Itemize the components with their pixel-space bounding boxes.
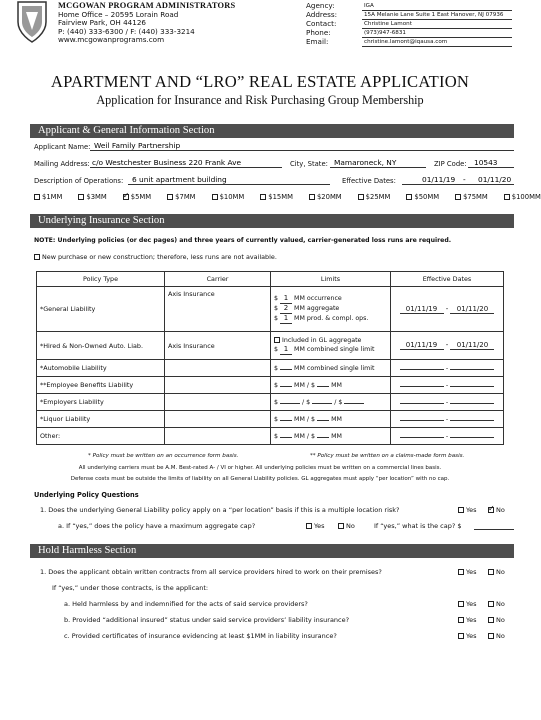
limit-option[interactable]: $20MM: [309, 193, 342, 201]
page-title: APARTMENT AND “LRO” REAL ESTATE APPLICATION: [50, 72, 470, 91]
dates-cell: -: [391, 360, 504, 377]
limits-cell: $ 1 MM occurrence $ 2 MM aggregate $ 1 MM prod. & compl. ops.: [271, 287, 391, 332]
limit-amount-field[interactable]: 1: [280, 294, 292, 304]
shield-logo-icon: [16, 0, 48, 44]
agency-block: [306, 2, 512, 47]
table-row: [37, 332, 504, 360]
applicant-name-field[interactable]: Weil Family Partnership: [94, 141, 181, 150]
new-purchase-label: New purchase or new construction; therefore, less runs are not available.: [42, 253, 277, 261]
limit-amount-field[interactable]: 1: [280, 345, 292, 355]
carrier-rating-note: All underlying carriers must be A.M. Best-rated A- / VI or higher. All underlying policies must be written on a commercial lines basis.: [78, 465, 442, 471]
date-to-field[interactable]: [450, 420, 494, 421]
table-row: [37, 360, 504, 377]
operations-label: Description of Operations:: [34, 177, 124, 185]
dates-cell: -: [391, 428, 504, 445]
city-state-label: City, State:: [290, 160, 328, 168]
email-label: Email:: [306, 37, 329, 46]
policy-type-cell: *Liquor Liability: [37, 411, 165, 428]
question-aggregate-cap: a. If “yes,” does the policy have a maximum aggregate cap?: [58, 522, 256, 530]
contact-field[interactable]: Christine Lamont: [362, 20, 512, 29]
table-row: [37, 394, 504, 411]
limit-option[interactable]: $25MM: [358, 193, 391, 201]
limits-cell: $ MM / $ MM: [271, 411, 391, 428]
limits-cell: $ / $ / $: [271, 394, 391, 411]
held-harmless-no[interactable]: No: [488, 600, 505, 608]
table-row: [37, 287, 504, 332]
policy-type-cell: *General Liability: [37, 287, 165, 332]
col-policy-type: Policy Type: [37, 272, 165, 287]
defense-costs-note: Defense costs must be outside the limits of liability on all General Liability policies. GL aggregates must apply “per location” with no cap.: [70, 476, 450, 482]
cap-no[interactable]: No: [338, 522, 355, 530]
company-phone-fax: P: (440) 333-6300 / F: (440) 333-3214: [58, 26, 195, 36]
col-effective-dates: Effective Dates: [391, 272, 504, 287]
date-to-field[interactable]: 01/11/20: [450, 305, 494, 314]
limit-option-selected[interactable]: ✓ $5MM: [123, 193, 151, 201]
held-harmless-yes[interactable]: Yes: [458, 600, 477, 608]
carrier-field[interactable]: [165, 428, 271, 445]
limit-amount-field[interactable]: [317, 420, 329, 421]
contracts-subheading: If “yes,” under those contracts, is the applicant:: [52, 584, 209, 592]
table-row: [37, 428, 504, 445]
dates-cell: -: [391, 394, 504, 411]
limit-amount-field[interactable]: [280, 369, 292, 370]
date-from-field[interactable]: [400, 420, 444, 421]
policy-type-cell: **Employee Benefits Liability: [37, 377, 165, 394]
underlying-table: [36, 271, 504, 445]
date-to-field[interactable]: [450, 386, 494, 387]
limit-amount-field[interactable]: [280, 437, 292, 438]
limit-option[interactable]: $75MM: [455, 193, 488, 201]
limit-option[interactable]: $7MM: [167, 193, 195, 201]
carrier-field[interactable]: Axis Insurance: [165, 332, 271, 360]
limit-amount-field[interactable]: 2: [280, 304, 292, 314]
limit-amount-field[interactable]: [317, 386, 329, 387]
effective-to-field[interactable]: 01/11/20: [478, 175, 512, 184]
carrier-field[interactable]: [165, 394, 271, 411]
policy-type-cell: *Automobile Liability: [37, 360, 165, 377]
cap-amount-field[interactable]: [474, 529, 514, 530]
limit-option[interactable]: $15MM: [260, 193, 293, 201]
limit-option[interactable]: $1MM: [34, 193, 62, 201]
city-state-field[interactable]: Mamaroneck, NY: [334, 158, 397, 167]
question-held-harmless: a. Held harmless by and indemnified for the acts of said service providers?: [64, 600, 308, 608]
additional-insured-yes[interactable]: Yes: [458, 616, 477, 624]
dates-cell: 01/11/19 - 01/11/20: [391, 287, 504, 332]
applicant-section-header: Applicant & General Information Section: [30, 124, 514, 138]
company-block: [58, 2, 235, 45]
date-to-field[interactable]: 01/11/20: [450, 341, 494, 350]
contact-label: Contact:: [306, 19, 337, 28]
limit-amount-field[interactable]: [280, 420, 292, 421]
underlying-section-header: Underlying Insurance Section: [30, 214, 514, 228]
date-to-field[interactable]: [450, 369, 494, 370]
operations-field[interactable]: 6 unit apartment building: [132, 175, 227, 184]
cap-yes[interactable]: Yes: [306, 522, 325, 530]
dates-cell: -: [391, 377, 504, 394]
limits-cell: $ MM combined single limit: [271, 360, 391, 377]
contracts-yes[interactable]: Yes: [458, 568, 477, 576]
applicant-name-label: Applicant Name:: [34, 143, 91, 151]
table-row: [37, 411, 504, 428]
zip-field[interactable]: 10543: [474, 158, 498, 167]
limit-amount-field[interactable]: [280, 386, 292, 387]
included-gl-checkbox[interactable]: [274, 337, 280, 343]
limits-cell: Included in GL aggregate $ 1 MM combined single limit: [271, 332, 391, 360]
dates-cell: 01/11/19 - 01/11/20: [391, 332, 504, 360]
dates-cell: -: [391, 411, 504, 428]
question-per-location: 1. Does the underlying General Liability policy apply on a “per location” basis if this is a multiple location risk?: [40, 506, 400, 514]
limits-cell: $ MM / $ MM: [271, 428, 391, 445]
limit-option[interactable]: $100MM: [504, 193, 541, 201]
limit-amount-field[interactable]: [312, 403, 332, 404]
phone-field[interactable]: (973)947-6831: [362, 29, 512, 38]
question-additional-insured: b. Provided “additional insured” status under said service providers’ liability insurance?: [64, 616, 350, 624]
date-from-field[interactable]: [400, 369, 444, 370]
company-website: www.mcgowanprograms.com: [58, 35, 165, 45]
date-from-field[interactable]: 01/11/19: [400, 305, 444, 314]
page-subtitle: Application for Insurance and Risk Purchasing Group Membership: [96, 93, 424, 107]
date-from-field[interactable]: [400, 437, 444, 438]
limit-amount-field[interactable]: 1: [280, 314, 292, 324]
claims-made-note: ** Policy must be written on a claims-made form basis.: [310, 453, 465, 459]
underlying-questions-heading: Underlying Policy Questions: [34, 491, 139, 499]
carrier-field[interactable]: [165, 377, 271, 394]
new-purchase-option[interactable]: [34, 253, 277, 261]
occurrence-note: * Policy must be written on an occurrence form basis.: [88, 453, 239, 459]
limit-option[interactable]: $50MM: [406, 193, 439, 201]
per-location-yes[interactable]: Yes: [458, 506, 477, 514]
company-city: Fairview Park, OH 44126: [58, 18, 146, 28]
effective-dash: -: [463, 175, 466, 184]
date-from-field[interactable]: [400, 386, 444, 387]
effective-from-field[interactable]: 01/11/19: [422, 175, 456, 184]
zip-label: ZIP Code:: [434, 160, 467, 168]
mailing-address-label: Mailing Address:: [34, 160, 90, 168]
underlying-note: NOTE: Underlying policies (or dec pages) and three years of currently valued, carrier-generated loss runs are required.: [34, 237, 452, 244]
effective-dates-label: Effective Dates:: [342, 177, 396, 185]
limit-amount-field[interactable]: [344, 403, 364, 404]
hold-harmless-section-header: Hold Harmless Section: [30, 544, 514, 558]
limits-cell: $ MM / $ MM: [271, 377, 391, 394]
date-to-field[interactable]: [450, 437, 494, 438]
carrier-field[interactable]: [165, 411, 271, 428]
home-office: Home Office – 20595 Lorain Road: [58, 9, 179, 19]
limit-amount-field[interactable]: [317, 437, 329, 438]
question-certificates: c. Provided certificates of insurance evidencing at least $1MM in liability insurance?: [64, 632, 337, 640]
policy-type-cell: Other:: [37, 428, 165, 445]
carrier-field[interactable]: Axis Insurance: [165, 287, 271, 332]
col-limits: Limits: [271, 272, 391, 287]
question-written-contracts: 1. Does the applicant obtain written contracts from all service providers hired to work on their premises?: [40, 568, 382, 576]
address-label: Address:: [306, 10, 338, 19]
email-field[interactable]: christine.lamont@iqausa.com: [362, 38, 512, 47]
table-row: [37, 377, 504, 394]
agency-field[interactable]: IGA: [362, 2, 512, 11]
table-header-row: [37, 272, 504, 287]
limit-option[interactable]: $3MM: [78, 193, 106, 201]
limit-option[interactable]: $10MM: [212, 193, 245, 201]
policy-type-cell: *Employers Liability: [37, 394, 165, 411]
carrier-field[interactable]: [165, 360, 271, 377]
col-carrier: Carrier: [165, 272, 271, 287]
limit-amount-field[interactable]: [280, 403, 300, 404]
additional-insured-no[interactable]: No: [488, 616, 505, 624]
date-from-field[interactable]: [400, 403, 444, 404]
limit-options: [34, 193, 541, 201]
policy-type-cell: *Hired & Non-Owned Auto. Liab.: [37, 332, 165, 360]
agency-label: Agency:: [306, 1, 335, 10]
contracts-no[interactable]: No: [488, 568, 505, 576]
company-name: MCGOWAN PROGRAM ADMINISTRATORS: [58, 1, 236, 10]
per-location-no[interactable]: ✓ No: [488, 506, 505, 514]
address-field[interactable]: 15A Melanie Lane Suite 1 East Hanover, NJ 07936: [362, 11, 512, 20]
phone-label: Phone:: [306, 28, 331, 37]
certificates-yes[interactable]: Yes: [458, 632, 477, 640]
mailing-address-field[interactable]: c/o Westchester Business 220 Frank Ave: [92, 158, 242, 167]
date-to-field[interactable]: [450, 403, 494, 404]
date-from-field[interactable]: 01/11/19: [400, 341, 444, 350]
certificates-no[interactable]: No: [488, 632, 505, 640]
cap-amount-label: If “yes,” what is the cap? $: [374, 522, 462, 530]
